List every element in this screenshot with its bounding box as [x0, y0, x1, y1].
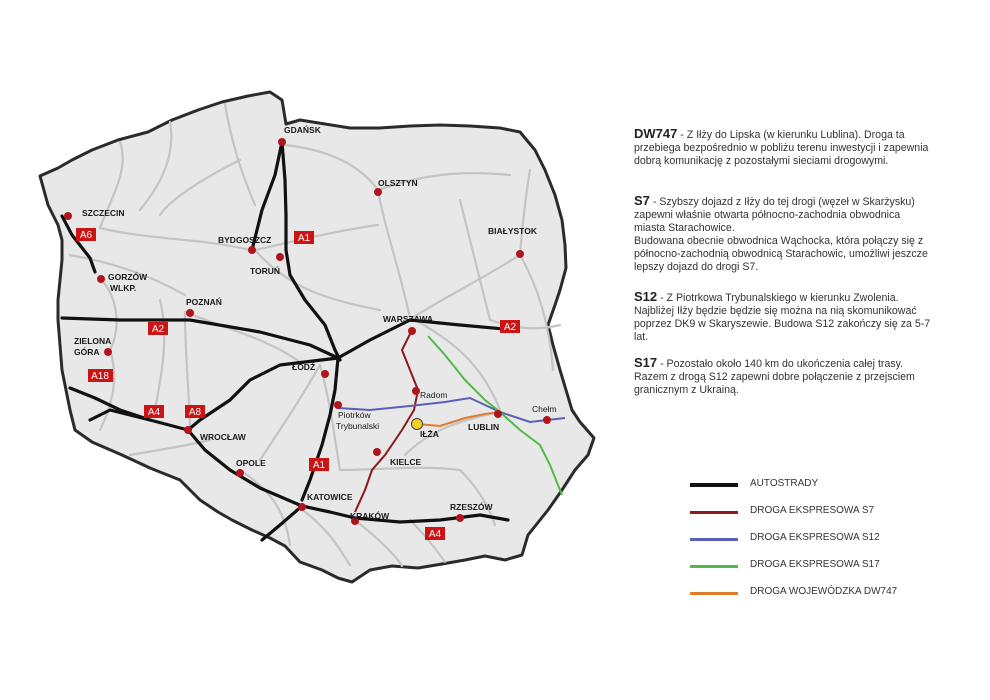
city-dot-szczecin [64, 212, 72, 220]
legend-label-s12: DROGA EKSPRESOWA S12 [750, 532, 880, 543]
city-label-torun: TORUŃ [250, 266, 281, 276]
city-dot-gorzow [97, 275, 105, 283]
svg-text:A4: A4 [428, 529, 442, 540]
badge-a4-east [425, 527, 445, 540]
legend-swatch-dw747 [690, 592, 738, 595]
svg-text:A2: A2 [151, 324, 165, 335]
city-label-katowice: KATOWICE [307, 492, 353, 502]
info-s7-head: S7 [634, 193, 650, 208]
city-label-opole: OPOLE [236, 458, 266, 468]
city-label-trybunalski: Trybunalski [336, 421, 380, 431]
city-label-lodz: ŁÓDŹ [292, 362, 316, 372]
city-dot-torun [276, 253, 284, 261]
svg-text:A8: A8 [188, 407, 202, 418]
badge-a6 [76, 228, 96, 241]
city-dot-rzeszow [456, 514, 464, 522]
city-dot-lublin [494, 410, 502, 418]
city-label-ilza: IŁŻA [420, 429, 439, 439]
city-dot-olsztyn [374, 188, 382, 196]
legend-label-s7: DROGA EKSPRESOWA S7 [750, 505, 875, 516]
city-label-olsztyn: OLSZTYN [378, 178, 418, 188]
city-label-gdansk: GDAŃSK [284, 125, 321, 135]
svg-text:A1: A1 [312, 460, 326, 471]
info-s7 [634, 194, 934, 274]
city-dot-warszawa [408, 327, 416, 335]
city-label-wlkp: WLKP. [110, 283, 137, 293]
info-s12-head: S12 [634, 289, 658, 304]
svg-text:A4: A4 [147, 407, 161, 418]
legend-swatch-autostrady [690, 483, 738, 487]
city-dot-katowice [298, 503, 306, 511]
city-label-chelm: Chełm [532, 404, 557, 414]
info-s12-text: - Z Piotrkowa Trybunalskiego w kierunku Zwolenia. Najbliżej Iłży będzie będzie się można na nią skomunikować poprzez DK9 w Skaryszewie. Budowa S12 zakończy się za 5-7 lat. [634, 292, 931, 343]
city-label-gora: GÓRA [74, 347, 100, 357]
legend-item-s7 [690, 505, 950, 519]
city-dot-piotrkow [334, 401, 342, 409]
city-label-poznan: POZNAŃ [186, 297, 222, 307]
city-label-warszawa: WARSZAWA [383, 314, 434, 324]
info-dw747 [634, 127, 934, 168]
info-s12 [634, 290, 934, 344]
city-label-bialystok: BIAŁYSTOK [488, 226, 537, 236]
city-dot-radom [412, 387, 420, 395]
city-dot-opole [236, 469, 244, 477]
legend-label-autostrady: AUTOSTRADY [750, 478, 819, 489]
legend-swatch-s12 [690, 538, 738, 541]
badge-a2-east [500, 320, 520, 333]
info-s17 [634, 356, 934, 397]
city-dot-poznan [186, 309, 194, 317]
info-s17-text: - Pozostało około 140 km do ukończenia całej trasy. Razem z drogą S12 zapewni dobre połączenie z przejsciem granicznym z Ukrainą. [634, 358, 915, 396]
info-s17-head: S17 [634, 355, 658, 370]
legend-item-s12 [690, 532, 950, 546]
legend-item-autostrady [690, 478, 950, 492]
city-dot-lodz [321, 370, 329, 378]
city-label-rzeszow: RZESZÓW [450, 502, 493, 512]
legend-swatch-s17 [690, 565, 738, 568]
city-dot-zielona-gora [104, 348, 112, 356]
legend-label-dw747: DROGA WOJEWÓDZKA DW747 [750, 586, 898, 597]
city-label-piotrkow: Piotrków [338, 410, 371, 420]
badge-a1-north [294, 231, 314, 244]
badge-a18 [88, 369, 113, 382]
city-label-kielce: KIELCE [390, 457, 422, 467]
legend-item-dw747 [690, 586, 950, 600]
badge-a4-west [144, 405, 164, 418]
city-label-krakow: KRAKÓW [350, 511, 390, 521]
city-label-wroclaw: WROCŁAW [200, 432, 246, 442]
info-s7-text: - Szybszy dojazd z Iłży do tej drogi (węzeł w Skarżysku) zapewni właśnie otwarta północno-zachodnia obwodnica miasta Starachowice. [634, 196, 915, 234]
city-label-szczecin: SZCZECIN [82, 208, 125, 218]
legend-label-s17: DROGA EKSPRESOWA S17 [750, 559, 880, 570]
city-label-lublin: LUBLIN [468, 422, 500, 432]
city-dot-bydgoszcz [248, 246, 256, 254]
ilza-marker [412, 419, 423, 430]
city-dot-kielce [373, 448, 381, 456]
svg-text:A18: A18 [91, 371, 109, 382]
city-label-radom: Radom [420, 390, 448, 400]
info-s7-text2: Budowana obecnie obwodnica Wąchocka, która połączy się z północno-zachodnią obwodnicą Starachowic, umożliwi jeszcze lepszy dojazd do drogi S7. [634, 235, 928, 273]
svg-text:A2: A2 [503, 322, 517, 333]
city-dot-gdansk [278, 138, 286, 146]
badge-a8 [185, 405, 205, 418]
city-dot-wroclaw [184, 426, 192, 434]
city-label-gorzow: GORZÓW [108, 272, 148, 282]
svg-text:A6: A6 [79, 230, 93, 241]
city-label-zielona: ZIELONA [74, 336, 112, 346]
info-dw747-text: - Z Iłży do Lipska (w kierunku Lublina). Droga ta przebiega bezpośrednio w pobliżu terenu inwestycji i zapewnia dobrą komunikację z pozostałymi sieciami drogowymi. [634, 129, 929, 167]
city-dot-chelm [543, 416, 551, 424]
svg-text:A1: A1 [297, 233, 311, 244]
legend-item-s17 [690, 559, 950, 573]
badge-a2-west [148, 322, 168, 335]
city-label-bydgoszcz: BYDGOSZCZ [218, 235, 272, 245]
badge-a1-south [309, 458, 329, 471]
city-dot-bialystok [516, 250, 524, 258]
info-dw747-head: DW747 [634, 126, 678, 141]
legend-swatch-s7 [690, 511, 738, 514]
